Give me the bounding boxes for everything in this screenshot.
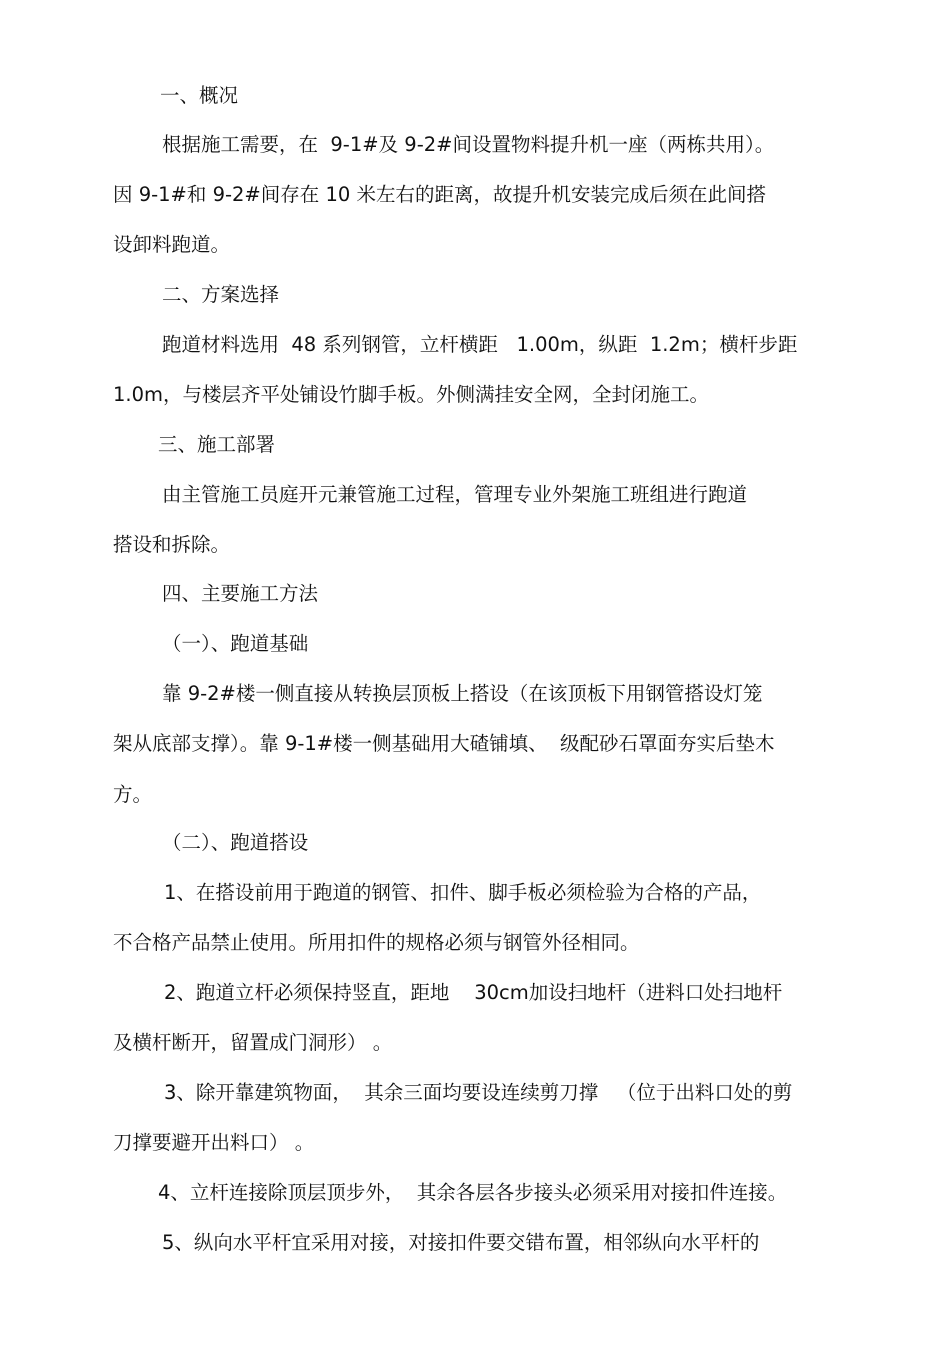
list-item-line: 4、立杆连接除顶层顶步外， 其余各层各步接头必须采用对接扣件连接。 <box>158 1181 788 1204</box>
paragraph-line: 因 9-1#和 9-2#间存在 10 米左右的距离，故提升机安装完成后须在此间搭 <box>113 183 766 206</box>
subsection-heading-erection: （二）、跑道搭设 <box>162 831 309 854</box>
list-item-line: 5、纵向水平杆宜采用对接，对接扣件要交错布置，相邻纵向水平杆的 <box>162 1231 760 1254</box>
paragraph-line: 根据施工需要，在 9-1#及 9-2#间设置物料提升机一座（两栋共用）。 <box>162 133 775 156</box>
section-heading-deployment: 三、施工部署 <box>158 433 276 456</box>
paragraph-line: 由主管施工员庭开元兼管施工过程，管理专业外架施工班组进行跑道 <box>162 483 748 506</box>
subsection-heading-foundation: （一）、跑道基础 <box>162 632 309 655</box>
paragraph-line: 设卸料跑道。 <box>113 233 231 256</box>
list-item-line: 1、在搭设前用于跑道的钢管、扣件、脚手板必须检验为合格的产品， <box>164 881 762 904</box>
list-item-line: 不合格产品禁止使用。所用扣件的规格必须与钢管外径相同。 <box>113 931 640 954</box>
paragraph-line: 跑道材料选用 48 系列钢管，立杆横距 1.00m，纵距 1.2m；横杆步距 <box>162 333 798 356</box>
paragraph-line: 搭设和拆除。 <box>113 533 231 556</box>
paragraph-line: 1.0m，与楼层齐平处铺设竹脚手板。外侧满挂安全网，全封闭施工。 <box>113 383 710 406</box>
section-heading-overview: 一、概况 <box>160 84 239 107</box>
paragraph-line: 靠 9-2#楼一侧直接从转换层顶板上搭设（在该顶板下用钢管搭设灯笼 <box>162 682 763 705</box>
paragraph-line: 架从底部支撑）。靠 9-1#楼一侧基础用大碴铺填、 级配砂石罩面夯实后垫木 <box>113 732 775 755</box>
section-heading-methods: 四、主要施工方法 <box>162 582 319 605</box>
list-item-line: 2、跑道立杆必须保持竖直，距地 30cm加设扫地杆（进料口处扫地杆 <box>164 981 783 1004</box>
list-item-line: 刀撑要避开出料口） 。 <box>113 1131 315 1154</box>
list-item-line: 及横杆断开，留置成门洞形） 。 <box>113 1031 393 1054</box>
paragraph-line: 方。 <box>113 783 153 806</box>
list-item-line: 3、除开靠建筑物面， 其余三面均要设连续剪刀撑 （位于出料口处的剪 <box>164 1081 793 1104</box>
section-heading-plan: 二、方案选择 <box>162 283 280 306</box>
